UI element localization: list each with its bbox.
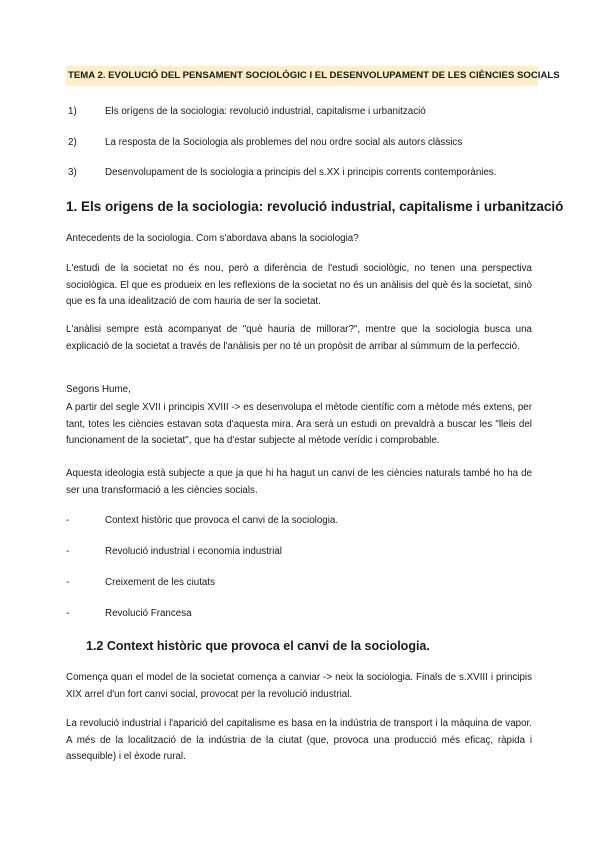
paragraph: Antecedents de la sociologia. Com s'abordava abans la sociologia? — [66, 233, 359, 244]
toc-number: 3) — [68, 167, 77, 178]
paragraph: L'estudi de la societat no és nou, però a diferència de l'estudi sociològic, no tenen una perspectiva sociològica. El que es produeix en les reflexions de la societat no és un anàlisis del què és la societat, sinò que es fa una idealització de com hauria de ser la societat. — [66, 263, 532, 307]
toc-item: Els orígens de la sociologia: revolució industrial, capitalisme i urbanització — [105, 106, 426, 117]
list-item: Revolució Francesa — [105, 608, 192, 619]
list-item: Creixement de les ciutats — [105, 577, 215, 588]
paragraph: Comença quan el model de la societat comença a canviar -> neix la sociologia. Finals de s.XVIII i principis XIX arrel d'un fort canvi social, provocat per la revolució industrial. — [66, 672, 532, 700]
list-dash: - — [66, 608, 70, 619]
toc-number: 1) — [68, 106, 77, 117]
list-dash: - — [66, 515, 70, 526]
list-item: Context històric que provoca el canvi de la sociologia. — [105, 515, 339, 526]
toc-item: Desenvolupament de ls sociologia a principis del s.XX i principis corrents contemporànies. — [105, 167, 497, 178]
paragraph: Aquesta ideologia està subjecte a que ja que hi ha hagut un canvi de les ciències naturals també ho ha de ser una transformació a les ciències socials. — [66, 468, 532, 496]
toc-number: 2) — [68, 137, 77, 148]
list-dash: - — [66, 577, 70, 588]
subsection-heading: 1.2 Context històric que provoca el canvi de la sociologia. — [86, 639, 430, 653]
paragraph: A partir del segle XVII i principis XVIII -> es desenvolupa el mètode científic com a mètode més extens, per tant, totes les ciències estavan sota d'aquesta mira. Ara serà un estudi on prevaldrà a buscar les "lleis del funcionament de la societat", que ha d'estar subjecte al mètode verídic i comprobable. — [66, 402, 532, 446]
list-item: Revolució industrial i economia industrial — [105, 546, 282, 557]
document-title: TEMA 2. EVOLUCIÓ DEL PENSAMENT SOCIOLÒGIC I EL DESENVOLUPAMENT DE LES CIÈNCIES SOCIALS — [66, 66, 538, 86]
list-dash: - — [66, 546, 70, 557]
paragraph: La revolució industrial i l'aparició del capitalisme es basa en la indústria de transport i la màquina de vapor. A més de la localització de la indústria de la ciutat (que, provoca una producció més eficaç, ràpida i assequible) i el èxode rural. — [66, 718, 532, 762]
paragraph-label: Segons Hume, — [66, 384, 131, 395]
section-heading: 1. Els origens de la sociologia: revolució industrial, capitalisme i urbanització — [66, 199, 564, 214]
paragraph: L'anàlisi sempre està acompanyat de "què hauria de millorar?", mentre que la sociologia busca una explicació de la societat a través de l'anàlisis per no té un propòsit de arribar al súmmum de la perfecció. — [66, 324, 532, 352]
toc-item: La resposta de la Sociologia als problemes del nou ordre social als autors clàssics — [105, 137, 463, 148]
